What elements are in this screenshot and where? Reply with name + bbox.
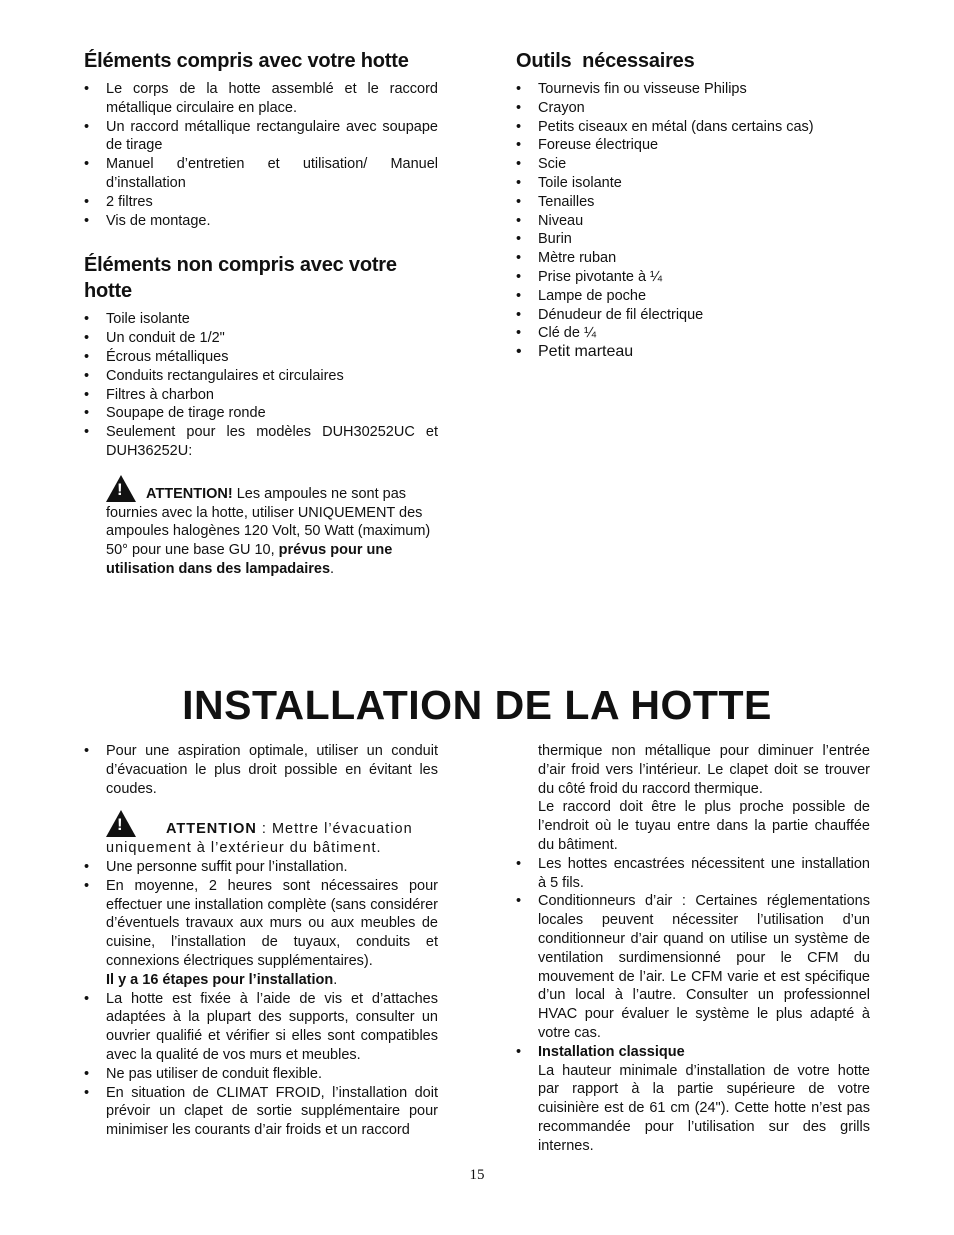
exhaust-warning — [84, 810, 438, 858]
continued-text: Le raccord doit être le plus proche possible de l’endroit où le tuyau entre dans la partie chauffée du bâtiment. — [538, 799, 870, 853]
installation-list-right — [516, 855, 870, 1156]
warning-icon — [106, 475, 136, 502]
included-items-heading: Éléments compris avec votre hotte — [84, 50, 409, 72]
classic-install-heading: Installation classique — [538, 1043, 685, 1060]
not-included-items-heading: Éléments non compris avec votre hotte — [84, 254, 397, 303]
list-item: • Manuel d’entretien et utilisation/ Manuel d’installation — [84, 155, 438, 193]
list-item: • En situation de CLIMAT FROID, l’installation doit prévoir un clapet de sortie supplémentaire pour minimiser les courants d’air froids et un raccord — [84, 1084, 438, 1140]
list-item — [516, 1043, 870, 1156]
list-item: • Conditionneurs d’air : Certaines réglementations locales peuvent nécessiter l’utilisation d’un conditionneur d’air quand on utilise un système de ventilation surdimensionné pour le CFM du mouvement de l’air. Le CFM varie et est spécifique d’un local à l’autre. Consulter un professionnel HVAC pour évaluer le système le plus adapté à votre cas. — [516, 892, 870, 1042]
list-item: • Écrous métalliques — [84, 348, 438, 367]
list-item: • Clé de ¼ — [516, 324, 876, 343]
bulb-warning — [84, 475, 438, 579]
list-item: • Dénudeur de fil électrique — [516, 306, 876, 325]
list-item: • Conduits rectangulaires et circulaires — [84, 367, 438, 386]
installation-right-column — [516, 742, 870, 1156]
list-item: • Vis de montage. — [84, 212, 438, 231]
tools-heading: Outils nécessaires — [516, 50, 695, 72]
steps-count-end: . — [333, 971, 338, 988]
installation-left-column — [84, 742, 438, 1140]
warning-label: ATTENTION! — [146, 485, 233, 502]
warning-end: . — [330, 560, 335, 577]
page-number: 15 — [469, 1167, 485, 1183]
list-item: • Prise pivotante à ¼ — [516, 268, 876, 287]
not-included-items-list — [84, 310, 438, 460]
warning-text: Les ampoules ne sont pas fournies avec la hotte, utiliser UNIQUEMENT des ampoules halogènes 120 Volt, 50 Watt (maximum) 50° pour une base GU 10, — [106, 485, 431, 559]
list-item: • Soupape de tirage ronde — [84, 404, 438, 423]
list-item: • Un conduit de 1/2" — [84, 329, 438, 348]
steps-count-text: Il y a 16 étapes pour l’installation — [106, 971, 334, 988]
list-item: • La hotte est fixée à l’aide de vis et d’attaches adaptées à la plupart des supports, consulter un ouvrier qualifié et vérifier si elles sont compatibles avec la qualité de vos murs et meubles. — [84, 990, 438, 1065]
list-item: • Tenailles — [516, 193, 876, 212]
list-item: • 2 filtres — [84, 193, 438, 212]
list-item: • Pour une aspiration optimale, utiliser un conduit d’évacuation le plus droit possible en évitant les coudes. — [84, 742, 438, 798]
tools-section — [516, 48, 876, 362]
list-item: • Seulement pour les modèles DUH30252UC et DUH36252U: — [84, 423, 438, 461]
included-items-list — [84, 80, 438, 230]
continued-text: thermique non métallique pour diminuer l’entrée d’air froid vers l’intérieur. Le clapet doit se trouver du côté froid du raccord thermique. — [538, 743, 870, 797]
list-item: • Le corps de la hotte assemblé et le raccord métallique circulaire en place. — [84, 80, 438, 118]
list-item — [84, 877, 438, 990]
list-item: • Scie — [516, 155, 876, 174]
list-item: • Filtres à charbon — [84, 386, 438, 405]
list-item: • Tournevis fin ou visseuse Philips — [516, 80, 876, 99]
warning-text: : Mettre l’évacuation uniquement à l’extérieur du bâtiment. — [106, 821, 413, 857]
list-item: • Burin — [516, 230, 876, 249]
included-items-section — [84, 48, 438, 579]
list-item-text: En moyenne, 2 heures sont nécessaires pour effectuer une installation complète (sans considérer d’éventuels travaux aux murs ou aux meubles de cuisine, l’installation de tuyaux, conduits et connexions électriques supplémentaires). — [106, 877, 438, 969]
list-item: • Crayon — [516, 99, 876, 118]
installation-list-left-cont — [84, 858, 438, 1140]
warning-bold-text: prévus pour une utilisation dans des lampadaires — [106, 542, 393, 577]
page-title: INSTALLATION DE LA HOTTE — [182, 682, 772, 728]
classic-install-text: La hauteur minimale d’installation de votre hotte par rapport à la partie supérieure de votre cuisinière est de 61 cm (24"). Cette hotte n’est pas recommandée pour l’utilisation sur des grills internes. — [538, 1062, 870, 1154]
list-item: • Ne pas utiliser de conduit flexible. — [84, 1065, 438, 1084]
warning-icon — [106, 810, 136, 837]
list-item: • Une personne suffit pour l’installation. — [84, 858, 438, 877]
list-item: • Lampe de poche — [516, 287, 876, 306]
list-item: • Niveau — [516, 212, 876, 231]
warning-label: ATTENTION — [166, 821, 257, 838]
list-item: • Toile isolante — [516, 174, 876, 193]
list-item: • Un raccord métallique rectangulaire avec soupape de tirage — [84, 118, 438, 156]
tools-list — [516, 80, 876, 362]
list-item: • Foreuse électrique — [516, 136, 876, 155]
list-item: • Les hottes encastrées nécessitent une installation à 5 fils. — [516, 855, 870, 893]
list-item: • Mètre ruban — [516, 249, 876, 268]
list-item: • Toile isolante — [84, 310, 438, 329]
list-item: • Petit marteau — [516, 343, 876, 362]
installation-list-left — [84, 742, 438, 798]
list-item: • Petits ciseaux en métal (dans certains cas) — [516, 118, 876, 137]
